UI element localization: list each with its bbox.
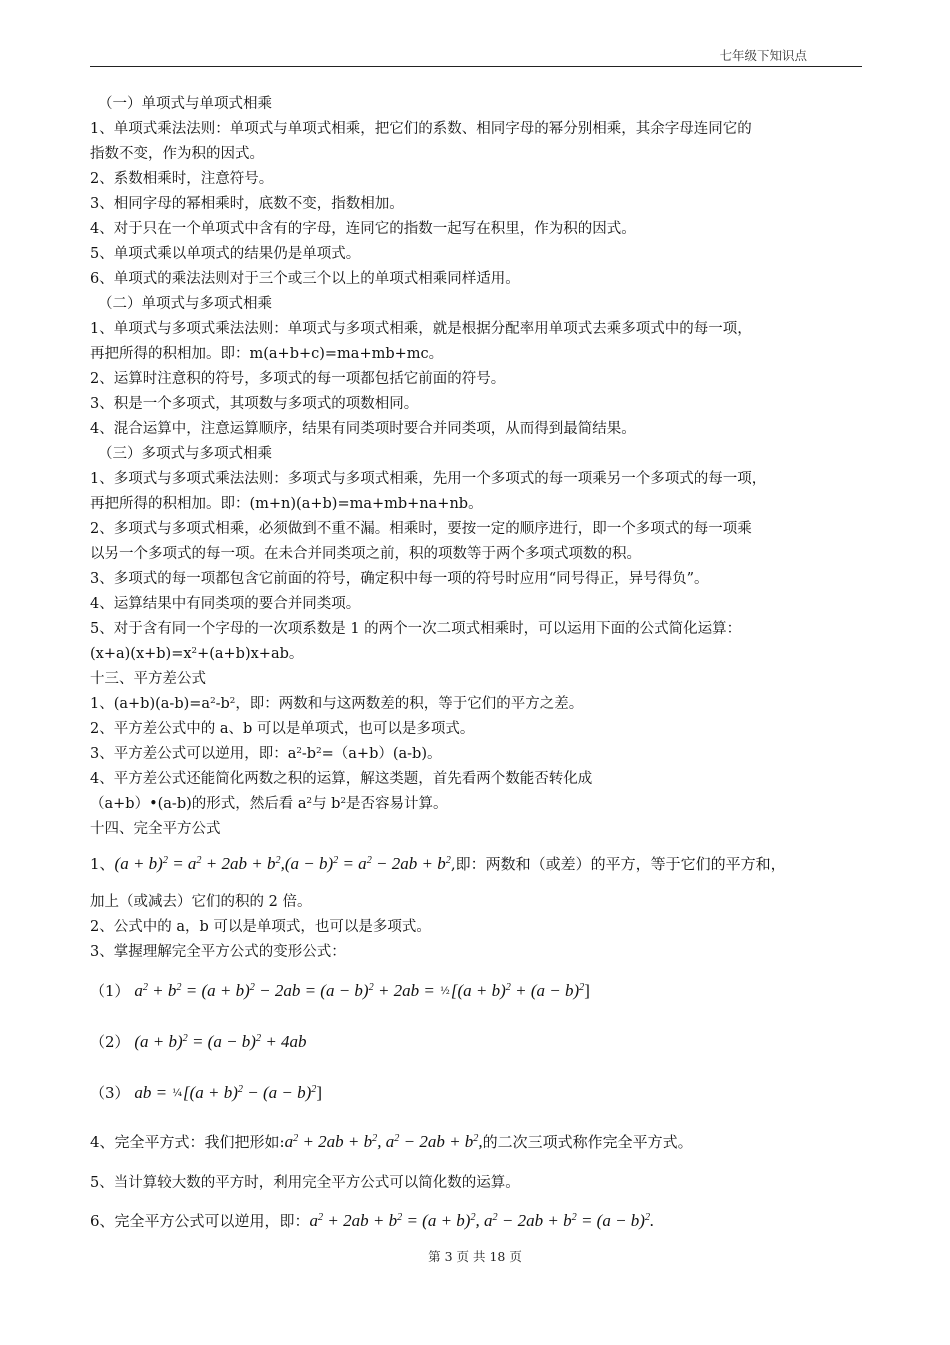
formula-line: （3） ab = ¼[(a + $b)^2 - (a - b)^2$] xyxy=(90,1083,323,1102)
formula-line: （1） $a^2 + b^2 = (a + b)^2 - 2ab = (a - b)^2 + 2ab$ = ½[(a + $b)^2 + (a - b)^2$] xyxy=(90,981,590,1000)
formula-line: $(x+a)(x+b)=x^2+(a+b)x+ab$。 xyxy=(90,645,304,662)
paragraph-line: 加上（或减去）它们的积的 2 倍。 xyxy=(90,894,312,910)
paragraph-line: 1、单项式乘法法则：单项式与单项式相乘，把它们的系数、相同字母的幂分别相乘，其余字母连同它的 xyxy=(90,121,752,137)
paragraph-line: 指数不变，作为积的因式。 xyxy=(90,146,264,162)
paragraph-line: 4、平方差公式还能简化两数之积的运算，解这类题，首先看两个数能否转化成 xyxy=(90,771,593,787)
paragraph-line: 2、运算时注意积的符号，多项式的每一项都包括它前面的符号。 xyxy=(90,371,506,387)
formula-line: 4、完全平方式：我们把形如$:a^2 + 2ab + b^2$, $a^2 - 2ab + b^2$,的二次三项式称作完全平方式。 xyxy=(90,1132,693,1151)
paragraph-line: 3、积是一个多项式，其项数与多项式的项数相同。 xyxy=(90,396,419,412)
paragraph-line: 4、运算结果中有同类项的要合并同类项。 xyxy=(90,596,361,612)
paragraph-line: 4、混合运算中，注意运算顺序，结果有同类项时要合并同类项，从而得到最简结果。 xyxy=(90,421,636,437)
page-header xyxy=(90,46,862,67)
formula-line: （2） $(a + b)^2 = (a - b)^2 + 4ab$ xyxy=(90,1032,307,1051)
formula-line: 3、平方差公式可以逆用，即：$a^2-b^2=(a+b)(a-b)$。 xyxy=(90,745,442,762)
paragraph-line: 1、多项式与多项式乘法法则：多项式与多项式相乘，先用一个多项式的每一项乘另一个多项式的每一项， xyxy=(90,471,767,487)
page-footer: 第 3 页 共 18 页 xyxy=(428,1249,522,1264)
paragraph-line: 2、多项式与多项式相乘，必须做到不重不漏。相乘时，要按一定的顺序进行，即一个多项式的每一项乘 xyxy=(90,521,752,537)
formula-line: 1、$(a + b)^2 = a^2 + 2ab + b^2,(a - b)^2 = a^2 - 2ab + b^2$,即：两数和（或差）的平方，等于它们的平方和， xyxy=(90,854,786,873)
paragraph-line: 以另一个多项式的每一项。在未合并同类项之前，积的项数等于两个多项式项数的积。 xyxy=(90,546,641,562)
paragraph-line: 1、单项式与多项式乘法法则：单项式与多项式相乘，就是根据分配率用单项式去乘多项式中的每一项， xyxy=(90,321,752,337)
formula-line: （a+b）•(a-b)的形式，然后看 $a^2$与 $b^2$是否容易计算。 xyxy=(90,795,448,812)
paragraph-line: 3、相同字母的幂相乘时，底数不变，指数相加。 xyxy=(90,196,404,212)
paragraph-line: 5、对于含有同一个字母的一次项系数是 1 的两个一次二项式相乘时，可以运用下面的公式简化运算： xyxy=(90,621,742,637)
section-heading: 十四、完全平方公式 xyxy=(90,821,221,837)
paragraph-line: 再把所得的积相加。即：m(a+b+c)=ma+mb+mc。 xyxy=(90,346,444,362)
paragraph-line: 2、公式中的 a，b 可以是单项式，也可以是多项式。 xyxy=(90,919,431,935)
formula-line: 1、$(a+b)(a-b)=a^2-b^2$，即：两数和与这两数差的积，等于它们的平方之差。 xyxy=(90,695,584,712)
section-heading: （二）单项式与多项式相乘 xyxy=(98,296,272,312)
paragraph-line: 3、掌握理解完全平方公式的变形公式： xyxy=(90,944,346,960)
paragraph-line: 5、当计算较大数的平方时，利用完全平方公式可以简化数的运算。 xyxy=(90,1175,520,1191)
section-heading: （一）单项式与单项式相乘 xyxy=(98,96,272,112)
section-heading: （三）多项式与多项式相乘 xyxy=(98,446,272,462)
section-heading: 十三、平方差公式 xyxy=(90,671,206,687)
document-body xyxy=(90,92,865,1241)
paragraph-line: 2、平方差公式中的 a、b 可以是单项式，也可以是多项式。 xyxy=(90,721,475,737)
formula-line: 6、完全平方公式可以逆用，即：$a^2 + 2ab + b^2 = (a + b)^2$, $a^2 - 2ab + b^2 = (a - b)^2$. xyxy=(90,1211,655,1230)
paragraph-line: 3、多项式的每一项都包含它前面的符号，确定积中每一项的符号时应用“同号得正，异号得负”。 xyxy=(90,571,709,587)
paragraph-line: 4、对于只在一个单项式中含有的字母，连同它的指数一起写在积里，作为积的因式。 xyxy=(90,221,636,237)
paragraph-line: 5、单项式乘以单项式的结果仍是单项式。 xyxy=(90,246,361,262)
paragraph-line: 6、单项式的乘法法则对于三个或三个以上的单项式相乘同样适用。 xyxy=(90,271,520,287)
paragraph-line: 2、系数相乘时，注意符号。 xyxy=(90,171,274,187)
header-title: 七年级下知识点 xyxy=(719,48,807,63)
paragraph-line: 再把所得的积相加。即：(m+n)(a+b)=ma+mb+na+nb。 xyxy=(90,496,483,512)
